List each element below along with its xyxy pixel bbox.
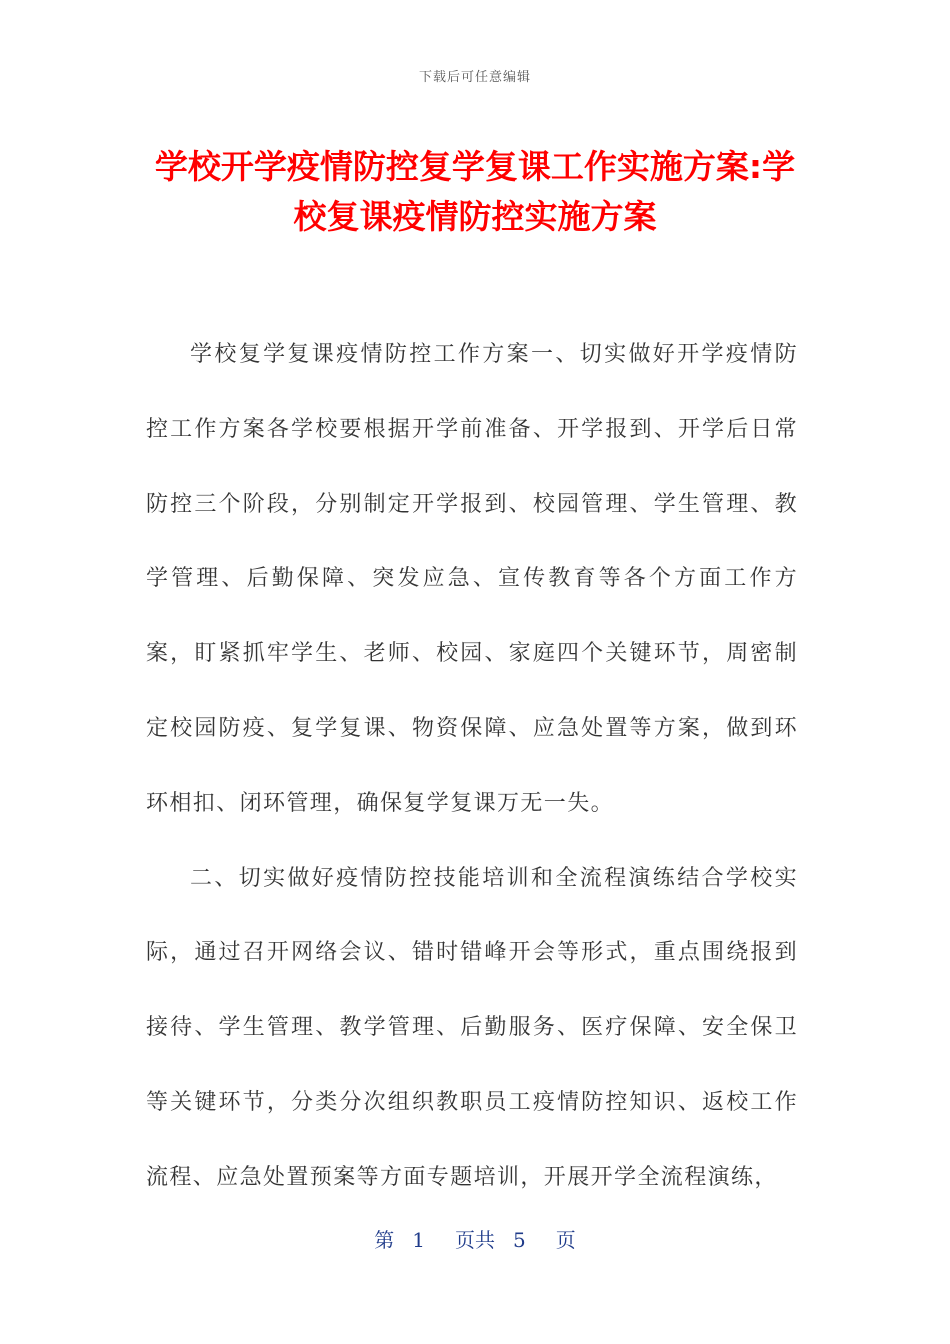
- footer-suffix: 页: [555, 1228, 576, 1252]
- footer-middle: 页共: [455, 1228, 495, 1252]
- body-paragraph: 二、切实做好疫情防控技能培训和全流程演练结合学校实际，通过召开网络会议、错时错峰开会等形式，重点围绕报到接待、学生管理、教学管理、后勤服务、医疗保障、安全保卫等关键环节，分类分次组织教职员工疫情防控知识、返校工作流程、应急处置预案等方面专题培训，开展开学全流程演练，: [146, 865, 798, 1190]
- footer-current-page: 1: [412, 1228, 425, 1252]
- header-note: 下载后可任意编辑: [418, 70, 531, 85]
- page-footer: [0, 1224, 950, 1253]
- document-body: [146, 318, 798, 1216]
- body-paragraph: 学校复学复课疫情防控工作方案一、切实做好开学疫情防控工作方案各学校要根据开学前准备、开学报到、开学后日常防控三个阶段，分别制定开学报到、校园管理、学生管理、教学管理、后勤保障、突发应急、宣传教育等各个方面工作方案，盯紧抓牢学生、老师、校园、家庭四个关键环节，周密制定校园防疫、复学复课、物资保障、应急处置等方案，做到环环相扣、闭环管理，确保复学复课万无一失。: [146, 342, 798, 816]
- document-title: 学校开学疫情防控复学复课工作实施方案:学校复课疫情防控实施方案: [154, 147, 796, 236]
- footer-prefix: 第: [374, 1228, 395, 1252]
- footer-total-pages: 5: [513, 1228, 526, 1252]
